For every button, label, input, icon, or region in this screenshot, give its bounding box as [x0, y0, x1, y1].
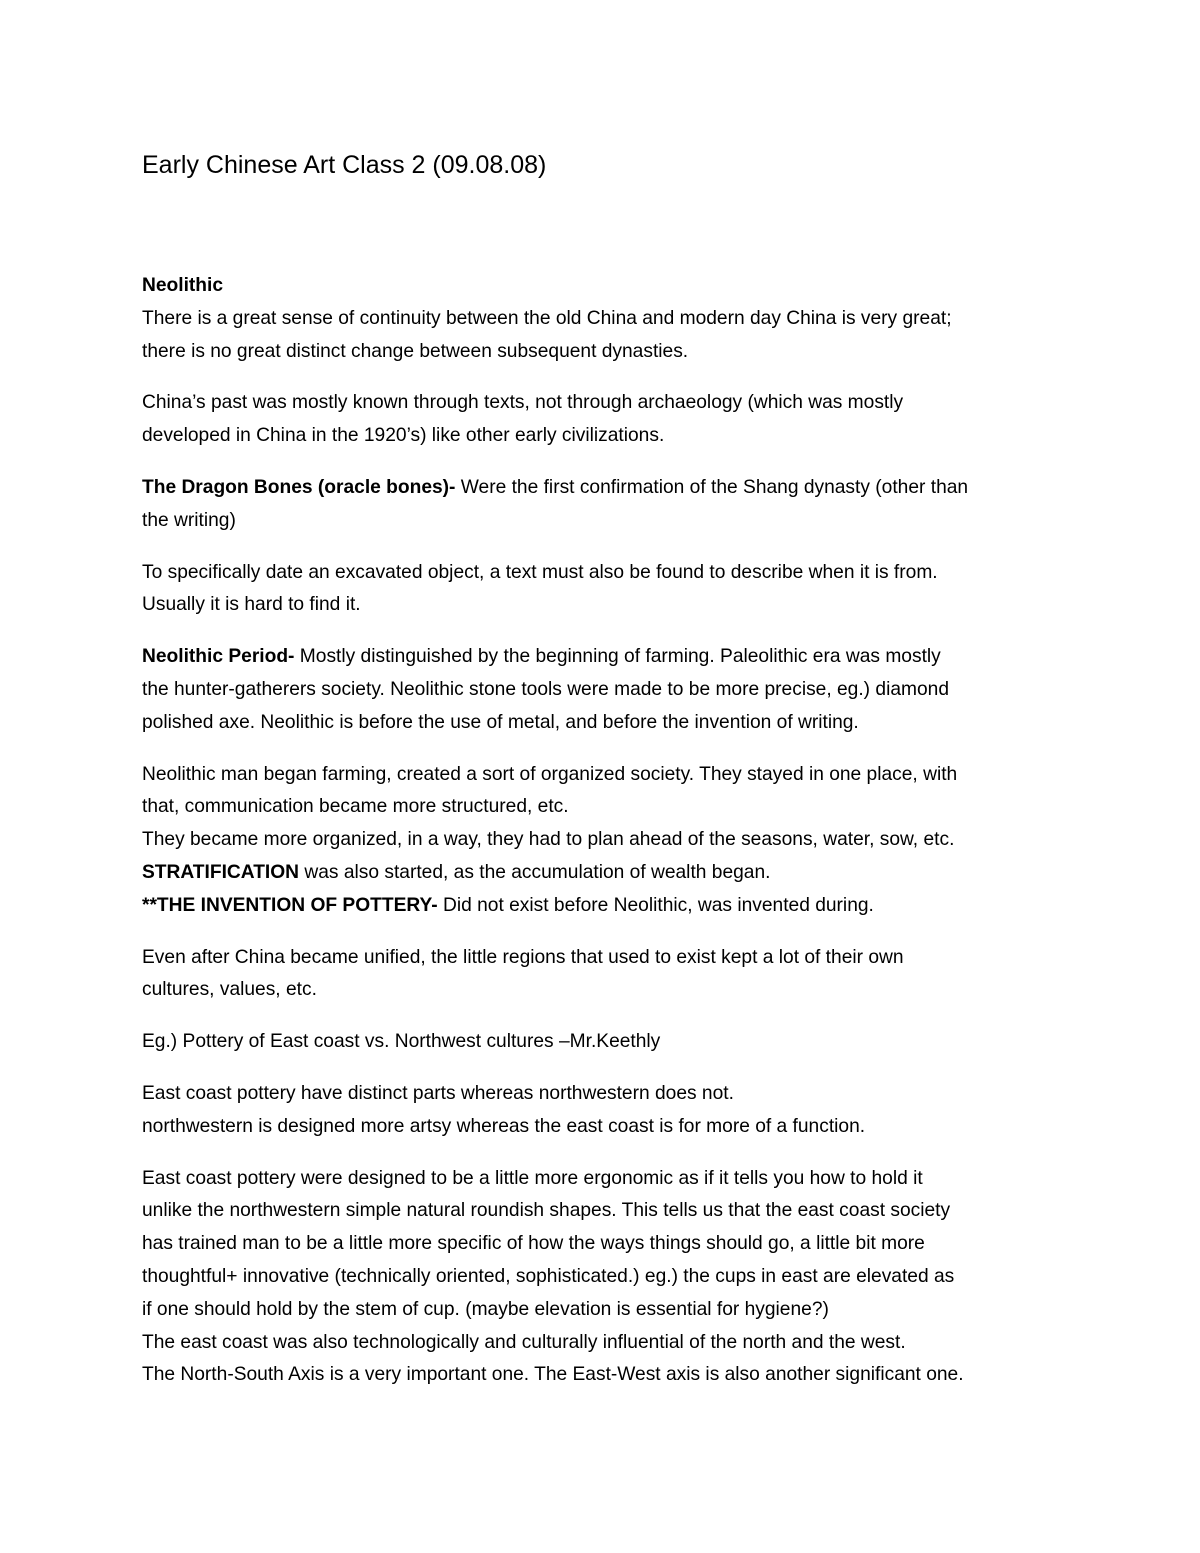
text-line: [142, 589, 1072, 622]
text-line: [142, 1261, 1072, 1294]
paragraph: [142, 472, 1072, 538]
document-title: Early Chinese Art Class 2 (09.08.08): [142, 151, 547, 179]
text-line: [142, 1078, 1072, 1111]
text-line: [142, 707, 1072, 740]
paragraph: [142, 387, 1072, 453]
text-run: unlike the northwestern simple natural roundish shapes. This tells us that the east coast society: [142, 1200, 951, 1222]
text-run: They became more organized, in a way, they had to plan ahead of the seasons, water, sow, etc.: [142, 829, 955, 851]
text-run: if one should hold by the stem of cup. (maybe elevation is essential for hygiene?): [142, 1298, 829, 1320]
text-line: [142, 557, 1072, 590]
text-line: [142, 1359, 1072, 1392]
text-line: [142, 759, 1072, 792]
text-line: [142, 1327, 1072, 1360]
paragraph: [142, 641, 1072, 739]
text-line: [142, 791, 1072, 824]
text-line: [142, 974, 1072, 1007]
text-line: [142, 1228, 1072, 1261]
text-line: [142, 641, 1072, 674]
bold-text-run: STRATIFICATION: [142, 861, 300, 883]
paragraph: [142, 1163, 1072, 1393]
text-line: [142, 857, 1072, 890]
paragraph: [142, 1026, 1072, 1059]
text-line: [142, 1111, 1072, 1144]
text-line: [142, 1026, 1072, 1059]
document-body: [142, 270, 1072, 1411]
text-run: Eg.) Pottery of East coast vs. Northwest cultures –Mr.Keethly: [142, 1031, 661, 1053]
text-run: thoughtful+ innovative (technically oriented, sophisticated.) eg.) the cups in east are elevated as: [142, 1265, 955, 1287]
text-run: the writing): [142, 509, 236, 531]
text-line: [142, 336, 1072, 369]
text-run: Did not exist before Neolithic, was invented during.: [437, 894, 874, 916]
paragraph: [142, 557, 1072, 623]
text-run: The east coast was also technologically and culturally influential of the north and the west.: [142, 1331, 906, 1353]
text-run: There is a great sense of continuity between the old China and modern day China is very great;: [142, 307, 952, 329]
text-run: the hunter-gatherers society. Neolithic stone tools were made to be more precise, eg.) diamond: [142, 678, 949, 700]
text-run: The North-South Axis is a very important one. The East-West axis is also another significant one.: [142, 1364, 964, 1386]
text-line: [142, 1294, 1072, 1327]
bold-text-run: Neolithic Period-: [142, 646, 295, 668]
text-run: developed in China in the 1920’s) like other early civilizations.: [142, 425, 665, 447]
text-run: has trained man to be a little more specific of how the ways things should go, a little bit more: [142, 1233, 925, 1255]
paragraph: [142, 942, 1072, 1008]
text-line: [142, 387, 1072, 420]
text-run: was also started, as the accumulation of wealth began.: [299, 861, 771, 883]
paragraph: [142, 759, 1072, 923]
text-run: Even after China became unified, the little regions that used to exist kept a lot of their own: [142, 946, 904, 968]
text-run: Neolithic man began farming, created a sort of organized society. They stayed in one place, with: [142, 763, 958, 785]
text-line: [142, 1195, 1072, 1228]
text-line: [142, 420, 1072, 453]
bold-text-run: **THE INVENTION OF POTTERY-: [142, 894, 438, 916]
text-line: [142, 270, 1072, 303]
paragraph: [142, 1078, 1072, 1144]
text-line: [142, 1163, 1072, 1196]
text-line: [142, 472, 1072, 505]
text-run: Mostly distinguished by the beginning of farming. Paleolithic era was mostly: [294, 646, 941, 668]
text-line: [142, 942, 1072, 975]
text-run: that, communication became more structured, etc.: [142, 796, 569, 818]
text-run: East coast pottery were designed to be a little more ergonomic as if it tells you how to hold it: [142, 1167, 923, 1189]
text-line: [142, 824, 1072, 857]
paragraph: [142, 270, 1072, 368]
text-line: [142, 674, 1072, 707]
text-run: northwestern is designed more artsy whereas the east coast is for more of a function.: [142, 1115, 866, 1137]
text-run: Usually it is hard to find it.: [142, 594, 361, 616]
text-run: To specifically date an excavated object, a text must also be found to describe when it is from.: [142, 561, 938, 583]
text-run: there is no great distinct change between subsequent dynasties.: [142, 340, 689, 362]
text-run: East coast pottery have distinct parts whereas northwestern does not.: [142, 1082, 734, 1104]
text-line: [142, 505, 1072, 538]
text-line: [142, 890, 1072, 923]
bold-text-run: The Dragon Bones (oracle bones)-: [142, 476, 456, 498]
bold-text-run: Neolithic: [142, 275, 224, 296]
text-run: cultures, values, etc.: [142, 979, 317, 1001]
text-line: [142, 303, 1072, 336]
text-run: China’s past was mostly known through texts, not through archaeology (which was mostly: [142, 392, 904, 414]
text-run: polished axe. Neolithic is before the use of metal, and before the invention of writing.: [142, 711, 859, 733]
text-run: Were the first confirmation of the Shang dynasty (other than: [455, 476, 969, 498]
